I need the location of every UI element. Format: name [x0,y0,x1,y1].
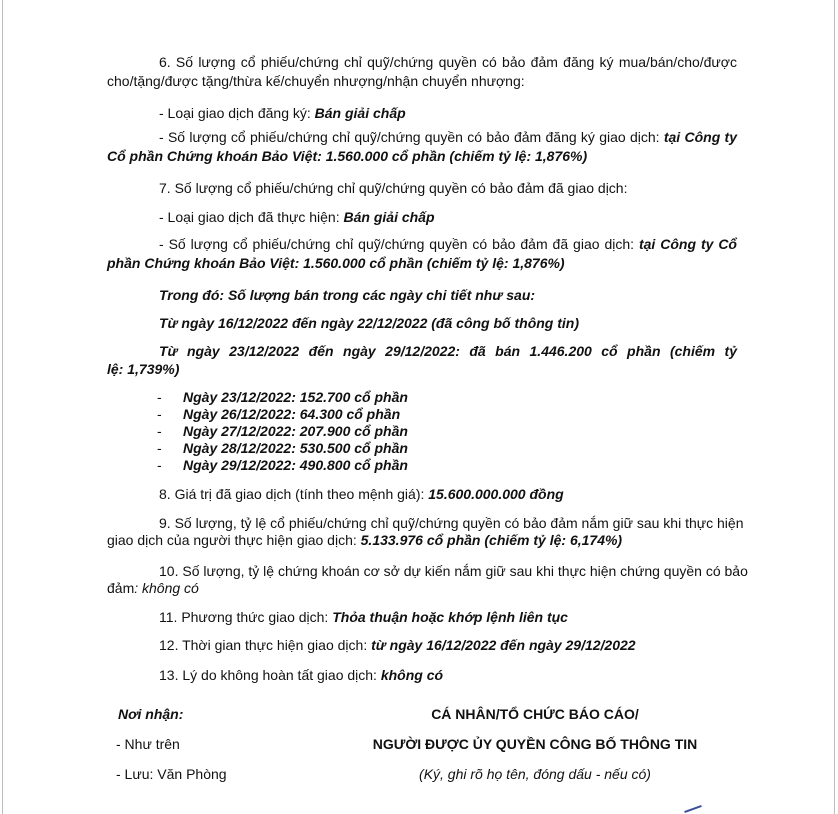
item-7-qty-label: - Số lượng cổ phiếu/chứng chỉ quỹ/chứng quyền có bảo đảm đã giao dịch: [159,236,639,252]
item-8-label: 8. Giá trị đã giao dịch (tính theo mệnh giá): [159,486,429,502]
item-10-line-2 [107,580,199,597]
item-6-type-value: Bán giải chấp [314,105,406,121]
item-11-value: Thỏa thuận hoặc khớp lệnh liên tục [332,609,568,625]
item-11-label: 11. Phương thức giao dịch: [159,609,333,625]
item-13 [159,667,443,684]
item-6-line-2: cho/tặng/được tặng/thừa kế/chuyển nhượng/nhận chuyển nhượng: [107,73,525,89]
signer-note: (Ký, ghi rõ họ tên, đóng dấu - nếu có) [419,766,651,782]
recipients-title: Nơi nhận: [118,706,184,722]
recipient-item: - Lưu: Văn Phòng [116,766,227,782]
page-left-edge [2,0,3,814]
list-bullet: - [157,440,162,456]
item-6-qty-line-1 [159,129,737,146]
item-6-qty-value-1: tại Công ty [663,129,737,145]
daily-entry: Ngày 27/12/2022: 207.900 cổ phần [183,423,408,439]
item-6-type [159,105,406,122]
item-6-qty-label: - Số lượng cổ phiếu/chứng chỉ quỹ/chứng quyền có bảo đảm đăng ký giao dịch: [159,129,664,145]
item-7-type-label: - Loại giao dịch đã thực hiện: [159,209,344,225]
item-12 [159,637,636,654]
signer-title-2: NGƯỜI ĐƯỢC ỦY QUYỀN CÔNG BỐ THÔNG TIN [372,736,698,752]
signature-stroke [684,805,702,813]
list-bullet: - [157,389,162,405]
period-1: Từ ngày 16/12/2022 đến ngày 22/12/2022 (đã công bố thông tin) [159,315,579,331]
list-item [157,406,400,423]
item-9-value: 5.133.976 cổ phần (chiếm tỷ lệ: 6,174%) [360,532,623,548]
list-item [157,389,408,406]
item-7-line-1: 7. Số lượng cổ phiếu/chứng chỉ quỹ/chứng quyền có bảo đảm đã giao dịch: [159,180,628,196]
item-6-type-label: - Loại giao dịch đăng ký: [159,105,315,121]
item-8 [159,486,564,503]
item-6-line-1: 6. Số lượng cổ phiếu/chứng chỉ quỹ/chứng quyền có bảo đảm đăng ký mua/bán/cho/được [159,54,737,70]
daily-entry: Ngày 28/12/2022: 530.500 cổ phần [183,440,408,456]
item-7-type [159,209,435,226]
list-bullet: - [157,423,162,439]
item-8-value: 15.600.000.000 đồng [428,486,564,502]
item-7-type-value: Bán giải chấp [343,209,435,225]
page-right-edge [834,0,835,814]
list-bullet: - [157,406,162,422]
item-9-line-1: 9. Số lượng, tỷ lệ cổ phiếu/chứng chỉ quỹ/chứng quyền có bảo đảm nắm giữ sau khi thực hiện [159,515,744,531]
item-7-qty-line-2: phần Chứng khoán Bảo Việt: 1.560.000 cổ phần (chiếm tỷ lệ: 1,876%) [107,255,565,271]
list-item [157,423,408,440]
item-13-value: không có [380,667,444,683]
item-10-label: đảm [107,580,135,596]
recipient-item: - Như trên [116,736,180,752]
signer-title-1: CÁ NHÂN/TỔ CHỨC BÁO CÁO/ [431,706,639,722]
list-item [157,440,408,457]
item-13-label: 13. Lý do không hoàn tất giao dịch: [159,667,381,683]
daily-entry: Ngày 29/12/2022: 490.800 cổ phần [183,457,408,473]
detail-intro: Trong đó: Số lượng bán trong các ngày chi tiết như sau: [159,287,536,303]
item-12-label: 12. Thời gian thực hiện giao dịch: [159,637,372,653]
list-bullet: - [157,457,162,473]
daily-entry: Ngày 26/12/2022: 64.300 cổ phần [183,406,401,422]
item-7-qty-line-1 [159,236,737,253]
period-2-line-1: Từ ngày 23/12/2022 đến ngày 29/12/2022: đã bán 1.446.200 cổ phần (chiếm tỷ [159,343,737,359]
daily-entry: Ngày 23/12/2022: 152.700 cổ phần [183,389,408,405]
item-10-value: : không có [134,580,199,596]
item-9-line-2 [107,532,622,549]
item-12-value: từ ngày 16/12/2022 đến ngày 29/12/2022 [371,637,636,653]
item-11 [159,609,568,626]
item-7-qty-value-1: tại Công ty Cổ [638,236,737,252]
period-2-line-2: lệ: 1,739%) [107,361,180,377]
item-6-qty-line-2: Cổ phần Chứng khoán Bảo Việt: 1.560.000 cổ phần (chiếm tỷ lệ: 1,876%) [107,148,588,164]
item-9-label: giao dịch của người thực hiện giao dịch: [107,532,361,548]
item-10-line-1: 10. Số lượng, tỷ lệ chứng khoán cơ sở dự kiến nắm giữ sau khi thực hiện chứng quyền có bảo [159,563,748,579]
list-item [157,457,408,474]
